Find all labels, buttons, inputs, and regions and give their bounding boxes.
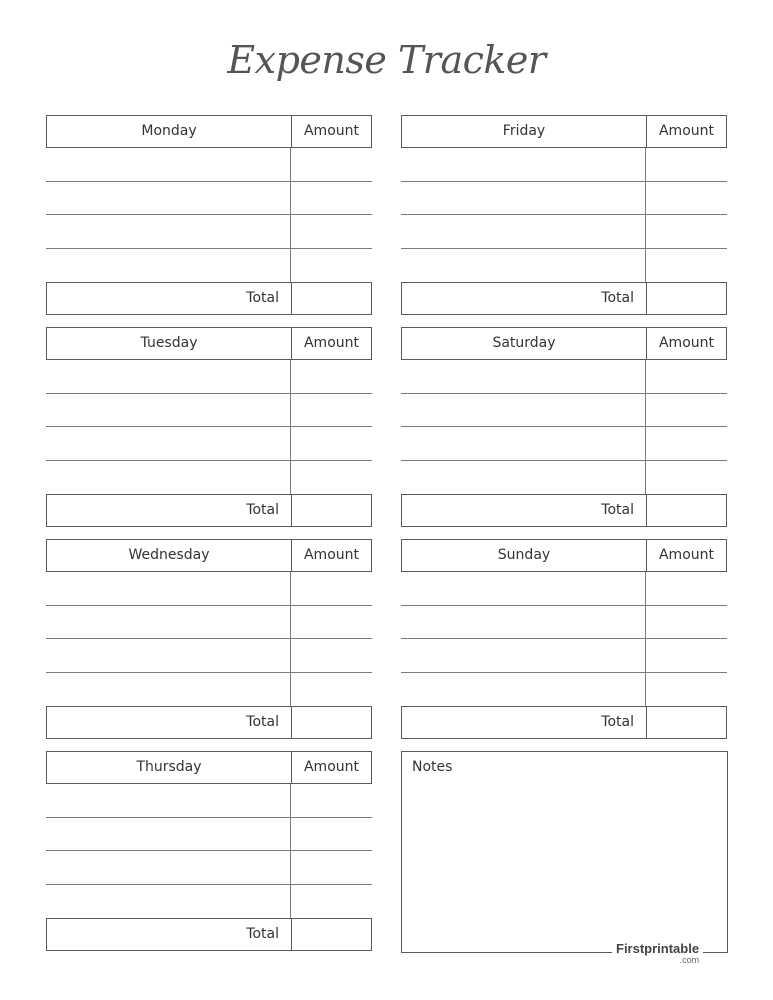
day-name: Saturday [492,335,556,351]
day-header [46,539,372,572]
total-value-cell[interactable] [291,707,371,738]
expense-row[interactable] [46,148,372,182]
expense-row[interactable] [46,461,372,495]
total-value-cell[interactable] [291,919,371,950]
expense-row[interactable] [46,818,372,852]
total-row [401,494,727,527]
expense-row[interactable] [46,360,372,394]
day-block-friday [401,115,727,315]
total-label: Total [246,714,279,730]
expense-row[interactable] [401,215,727,249]
total-value-cell[interactable] [291,283,371,314]
total-row [401,282,727,315]
total-label: Total [246,502,279,518]
expense-row[interactable] [46,885,372,919]
total-label: Total [601,290,634,306]
total-label: Total [601,714,634,730]
expense-row[interactable] [46,394,372,428]
brand-logo [612,942,703,965]
total-row [46,282,372,315]
amount-header: Amount [646,328,726,359]
brand-name: Firstprintable [616,941,700,956]
total-row [46,918,372,951]
expense-row[interactable] [401,249,727,283]
expense-row[interactable] [46,851,372,885]
total-label: Total [601,502,634,518]
expense-row[interactable] [401,606,727,640]
expense-row[interactable] [401,572,727,606]
expense-row[interactable] [46,215,372,249]
day-header [401,539,727,572]
brand-domain: .com [679,955,700,965]
amount-header: Amount [646,540,726,571]
day-block-wednesday [46,539,372,739]
day-header [46,327,372,360]
amount-header: Amount [291,328,371,359]
total-value-cell[interactable] [646,495,726,526]
amount-header: Amount [291,540,371,571]
total-row [401,706,727,739]
total-value-cell[interactable] [646,707,726,738]
day-block-thursday [46,751,372,951]
day-name: Friday [502,123,546,139]
expense-row[interactable] [46,784,372,818]
page-title: Expense Tracker [227,38,546,82]
day-header [401,115,727,148]
expense-row[interactable] [401,360,727,394]
expense-row[interactable] [401,461,727,495]
day-name: Thursday [136,759,202,775]
amount-header: Amount [291,752,371,783]
day-block-monday [46,115,372,315]
total-label: Total [246,290,279,306]
notes-box[interactable] [401,751,728,956]
total-value-cell[interactable] [646,283,726,314]
expense-row[interactable] [46,639,372,673]
day-header [46,115,372,148]
day-block-saturday [401,327,727,527]
expense-row[interactable] [401,673,727,707]
total-value-cell[interactable] [291,495,371,526]
day-header [46,751,372,784]
total-row [46,706,372,739]
notes-label: Notes [412,759,453,775]
day-block-tuesday [46,327,372,527]
day-name: Monday [141,123,197,139]
day-name: Wednesday [128,547,210,563]
day-header [401,327,727,360]
expense-row[interactable] [401,182,727,216]
day-name: Tuesday [140,335,198,351]
expense-row[interactable] [401,394,727,428]
expense-row[interactable] [401,427,727,461]
amount-header: Amount [646,116,726,147]
expense-row[interactable] [46,427,372,461]
expense-row[interactable] [46,673,372,707]
day-name: Sunday [497,547,551,563]
amount-header: Amount [291,116,371,147]
total-row [46,494,372,527]
total-label: Total [246,926,279,942]
day-block-sunday [401,539,727,739]
expense-row[interactable] [46,572,372,606]
expense-row[interactable] [46,249,372,283]
expense-row[interactable] [401,148,727,182]
expense-row[interactable] [401,639,727,673]
expense-row[interactable] [46,182,372,216]
expense-row[interactable] [46,606,372,640]
